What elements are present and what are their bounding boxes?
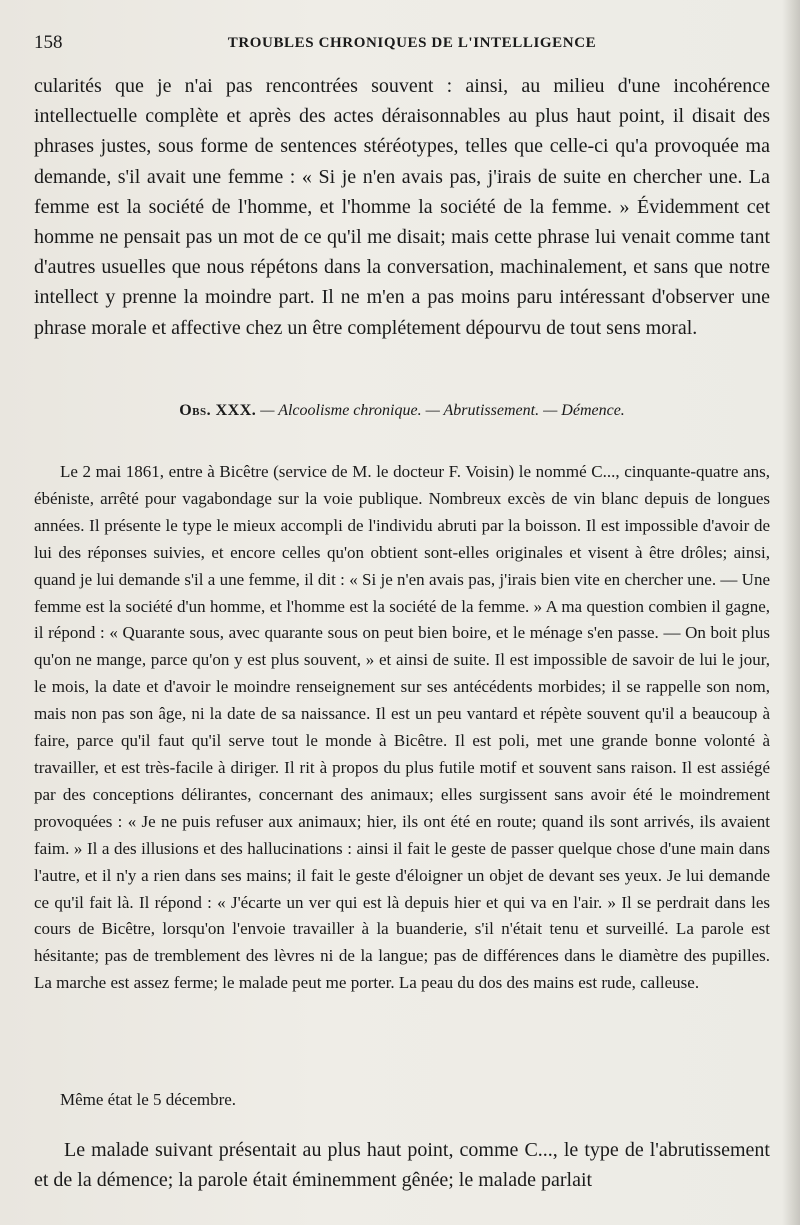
paragraph-followup: Même état le 5 décembre. [60, 1090, 237, 1109]
paragraph-case: Le 2 mai 1861, entre à Bicêtre (service de M. le docteur F. Voisin) le nommé C..., cinquante-quatre ans, ébéniste, arrêté pour vagabondage sur la voie publique. Nombreux excès de vin blanc depuis de longues années. Il présente le type le mieux accompli de l'individu abruti par la boisson. Il est impossible d'avoir de lui des réponses suivies, et encore celles qu'on obtient sont-elles originales et visent à être drôles; ainsi, quand je lui demande s'il a une femme, il dit : « Si je n'en avais pas, j'irais bien vite en chercher une. — Une femme est la société d'un homme, et l'homme est la société de la femme. » A ma question combien il gagne, il répond : « Quarante sous, avec quarante sous on peut bien boire, et le ménage s'en passe. — On boit plus qu'on ne mange, parce qu'on y est plus souvent, » et ainsi de suite. Il est impossible de savoir de lui le jour, le mois, la date et d'avoir le moindre renseignement sur ses antécédents morbides; il se rappelle son nom, mais non pas son âge, ni la date de sa naissance. Il est un peu vantard et répète souvent qu'il a beaucoup à faire, parce qu'il faut qu'il serve tout le monde à Bicêtre. Il est poli, met une grande bonne volonté à travailler, et est très-facile à diriger. Il rit à propos du plus futile motif et souvent sans raison. Il est assiégé par des conceptions délirantes, concernant des animaux; elles surgissent sans avoir été le moindrement provoquées : « Je ne puis refuser aux animaux; hier, ils ont été en route; quand ils sont arrivés, ils avaient faim. » Il a des illusions et des hallucinations : ainsi il fait le geste de passer quelque chose d'une main dans l'autre, et il n'y a rien dans ses mains; il fait le geste d'éloigner un objet de devant ses yeux. Je lui demande ce qu'il fait là. Il répond : « J'écarte un ver qui est là depuis hier et qui va en l'air. » Il se perdrait dans les cours de Bicêtre, lorsqu'on l'envoie travailler à la buanderie, s'il n'était tenu et surveillé. La parole est hésitante; pas de tremblement des lèvres ni de la langue; pas de différences dans le diamètre des pupilles. La marche est assez ferme; le malade peut me porter. La peau du dos des mains est rude, calleuse. [34, 462, 770, 993]
paragraph-intro: cularités que je n'ai pas rencontrées souvent : ainsi, au milieu d'une incohérence intellectuelle complète et après des actes déraisonnables au plus haut point, il disait des phrases justes, sous forme de sentences stéréotypes, telles que celle-ci qu'a provoquée ma demande, s'il avait une femme : « Si je n'en avais pas, j'irais de suite en chercher une. La femme est la société de l'homme, et l'homme la société de la femme. » Évidemment cet homme ne pensait pas un mot de ce qu'il me disait; mais cette phrase lui venait comme tant d'autres usuelles que nous répétons dans la conversation, machinalement, et sans que notre intellect y prenne la moindre part. Il ne m'en a pas moins paru intéressant d'observer une phrase morale et affective chez un être complétement dépourvu de tout sens moral. [34, 75, 770, 339]
observation-label: Obs. XXX. [179, 402, 257, 419]
observation-heading [34, 402, 770, 420]
observation-title: — Alcoolisme chronique. — Abrutissement. — Démence. [260, 402, 625, 419]
running-title: TROUBLES CHRONIQUES DE L'INTELLIGENCE [227, 35, 597, 51]
page-header [34, 32, 770, 56]
paragraph-next: Le malade suivant présentait au plus haut point, comme C..., le type de l'abrutissement et de la démence; la parole était éminemment gênée; le malade parlait [34, 1139, 770, 1191]
page-number: 158 [34, 32, 63, 53]
page-edge-shadow [782, 0, 800, 1225]
